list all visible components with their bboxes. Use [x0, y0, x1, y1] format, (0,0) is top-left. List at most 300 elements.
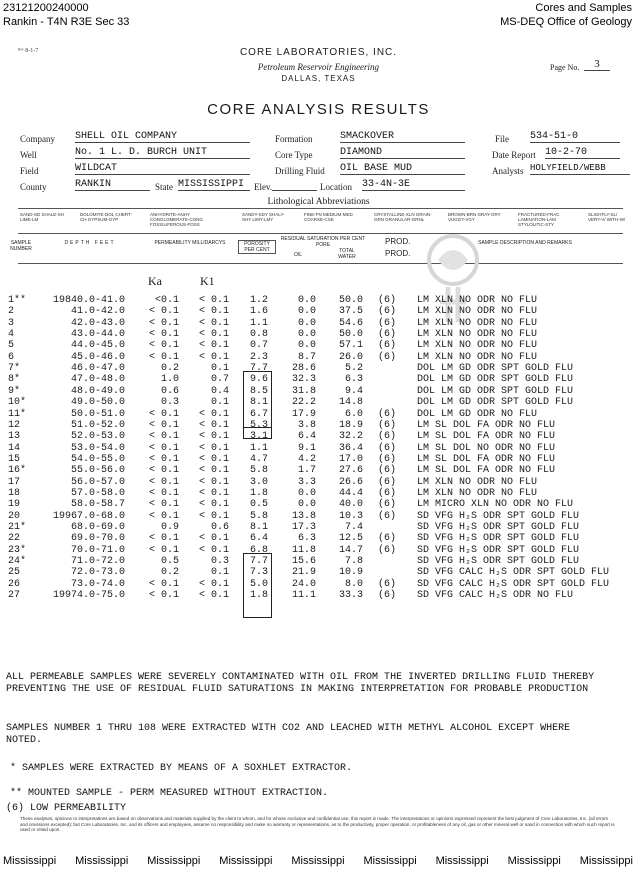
sample-description: LM XLN NO ODR NO FLU [417, 329, 538, 341]
water-saturation: 9.4 [344, 385, 363, 397]
porosity: 7.7 [249, 556, 268, 568]
table-row [0, 545, 637, 556]
depth-interval: 56.0-57.0 [70, 476, 125, 488]
footnote-code: (6) [378, 419, 397, 431]
drilling-fluid-value: OIL BASE MUD [340, 163, 465, 175]
analysts-label: Analysts [492, 166, 524, 176]
permeability-ka: < 0.1 [148, 590, 179, 602]
oil-saturation: 17.3 [291, 522, 316, 533]
permeability-ka: < 0.1 [148, 487, 179, 499]
permeability-ka: 0.2 [160, 363, 179, 375]
depth-interval: 69.0-70.0 [70, 533, 125, 545]
sample-number: 13 [8, 431, 21, 443]
porosity: 5.0 [249, 578, 268, 590]
sample-number: 25 [8, 567, 21, 579]
oil-saturation: 11.1 [291, 590, 316, 602]
county-label: County [20, 182, 47, 192]
col-prod-2: PROD. [385, 249, 411, 258]
permeability-k1: < 0.1 [198, 590, 229, 602]
field-label: Field [20, 166, 39, 176]
footnote-code: (6) [378, 306, 397, 318]
well-location: Rankin - T4N R3E Sec 33 [3, 16, 130, 28]
sample-description: DOL LM GD ODR NO FLU [417, 408, 538, 420]
note-soxhlet: * SAMPLES WERE EXTRACTED BY MEANS OF A SOXHLET EXTRACTOR. [10, 763, 353, 774]
permeability-ka: < 0.1 [148, 533, 179, 545]
permeability-ka: 0.9 [160, 522, 179, 533]
footnote-code: (6) [378, 295, 397, 306]
table-row [0, 420, 637, 431]
porosity: 3.1 [249, 431, 268, 443]
sample-description: LM XLN NO ODR NO FLU [417, 306, 538, 318]
oil-saturation: 8.7 [297, 351, 316, 363]
permeability-k1: < 0.1 [198, 499, 229, 511]
permeability-ka: 1.0 [160, 374, 179, 386]
permeability-ka: < 0.1 [148, 351, 179, 363]
permeability-k1: < 0.1 [198, 453, 229, 465]
porosity: 1.8 [249, 590, 268, 602]
water-saturation: 26.0 [338, 351, 363, 363]
oil-saturation: 9.1 [297, 442, 316, 454]
abbreviation-item: CRYSTALLINE-XLN GRAIN-GRN GRANULAR-GRNL [374, 212, 432, 222]
elev-label: Elev. [254, 182, 273, 192]
depth-interval: 42.0-43.0 [70, 317, 125, 329]
permeability-k1: < 0.1 [198, 419, 229, 431]
oil-saturation: 31.8 [291, 385, 316, 397]
sample-description: DOL LM GD ODR SPT GOLD FLU [417, 374, 574, 386]
col-description: SAMPLE DESCRIPTION AND REMARKS [478, 240, 572, 246]
sample-description: SD VFG H₂S ODR SPT GOLD FLU [417, 556, 580, 568]
porosity: 2.3 [249, 351, 268, 363]
date-label: Date Report [492, 150, 536, 160]
sample-description: SD VFG H₂S ODR SPT GOLD FLU [417, 522, 580, 533]
permeability-k1: < 0.1 [198, 487, 229, 499]
permeability-ka: < 0.1 [148, 431, 179, 443]
analysts-value: HOLYFIELD/WEBB [530, 163, 630, 175]
table-row [0, 477, 637, 488]
permeability-k1: < 0.1 [198, 340, 229, 352]
sample-number: 10* [8, 397, 27, 409]
sample-number: 20 [8, 510, 21, 522]
sample-number: 26 [8, 578, 21, 590]
sample-description: LM SL DOL NO ODR NO FLU [417, 442, 556, 454]
oil-saturation: 22.2 [291, 397, 316, 409]
permeability-k1: < 0.1 [198, 329, 229, 341]
footnote-code: (6) [378, 453, 397, 465]
header-rule [18, 263, 623, 264]
water-saturation: 36.4 [338, 442, 363, 454]
sample-description: LM XLN NO ODR NO FLU [417, 295, 538, 306]
table-row [0, 522, 637, 533]
sample-description: LM SL DOL FA ODR NO FLU [417, 465, 556, 477]
table-row [0, 465, 637, 476]
abbreviation-item: FINE-FN MEDIUM-MED COARSE-CSE [304, 212, 353, 222]
doc-type: Cores and Samples [535, 2, 632, 14]
depth-interval: 68.0-69.0 [70, 522, 125, 533]
oil-saturation: 1.7 [297, 465, 316, 477]
sample-description: LM MICRO XLN NO ODR NO FLU [417, 499, 574, 511]
oil-saturation: 11.8 [291, 544, 316, 556]
well-label: Well [20, 150, 37, 160]
location-label: Location [320, 182, 352, 192]
file-label: File [495, 134, 510, 144]
footnote-code: (6) [378, 476, 397, 488]
water-saturation: 10.3 [338, 510, 363, 522]
table-row [0, 567, 637, 578]
oil-saturation: 13.8 [291, 510, 316, 522]
col-depth: DEPTH FEET [64, 240, 116, 246]
table-row [0, 409, 637, 420]
sample-description: LM XLN NO ODR NO FLU [417, 317, 538, 329]
abbreviation-item: DOLOMITE-DOL CHERT-CH GYPSUM-GYP [80, 212, 133, 222]
abbreviations-rule-bottom [18, 233, 623, 234]
depth-interval: 19967.0-68.0 [52, 510, 125, 522]
sample-number: 27 [8, 590, 21, 602]
sample-number: 4 [8, 329, 15, 341]
permeability-ka: < 0.1 [148, 499, 179, 511]
water-saturation: 50.0 [338, 329, 363, 341]
sample-number: 15 [8, 453, 21, 465]
footnote-code: (6) [378, 317, 397, 329]
water-saturation: 54.6 [338, 317, 363, 329]
depth-interval: 50.0-51.0 [70, 408, 125, 420]
permeability-k1: < 0.1 [198, 306, 229, 318]
porosity-highlight-box [243, 553, 272, 618]
water-saturation: 50.0 [338, 295, 363, 306]
porosity: 6.8 [249, 544, 268, 556]
location-value: 33-4N-3E [362, 179, 465, 191]
sample-description: SD VFG CALC H₂S ODR SPT GOLD FLU [417, 567, 610, 579]
depth-interval: 70.0-71.0 [70, 544, 125, 556]
sample-number: 8* [8, 374, 21, 386]
k1-label: K1 [200, 274, 215, 288]
depth-interval: 57.0-58.0 [70, 487, 125, 499]
permeability-ka: 0.2 [160, 567, 179, 579]
permeability-k1: < 0.1 [198, 295, 229, 306]
permeability-k1: 0.6 [210, 522, 229, 533]
permeability-k1: < 0.1 [198, 431, 229, 443]
col-oil: OIL [293, 252, 303, 258]
permeability-ka: < 0.1 [148, 408, 179, 420]
note-low-permeability: (6) LOW PERMEABILITY [6, 803, 127, 814]
footer-state: Mississippi [3, 855, 57, 867]
col-porosity: POROSITY PER CENT [238, 240, 276, 254]
porosity: 0.8 [249, 329, 268, 341]
depth-interval: 73.0-74.0 [70, 578, 125, 590]
porosity: 1.1 [249, 442, 268, 454]
water-saturation: 7.8 [344, 556, 363, 568]
footer-state: Mississippi [219, 855, 273, 867]
porosity: 0.7 [249, 340, 268, 352]
note-mounted: ** MOUNTED SAMPLE - PERM MEASURED WITHOUT EXTRACTION. [10, 788, 329, 799]
oil-saturation: 0.0 [297, 329, 316, 341]
permeability-k1: < 0.1 [198, 442, 229, 454]
col-residual-saturation: RESIDUAL SATURATION PER CENT PORE [280, 236, 366, 248]
footnote-code: (6) [378, 351, 397, 363]
page-label: Page No. [550, 63, 580, 72]
oil-saturation: 4.2 [297, 453, 316, 465]
oil-saturation: 0.0 [297, 487, 316, 499]
permeability-k1: < 0.1 [198, 465, 229, 477]
sample-number: 6 [8, 351, 15, 363]
state-value: MISSISSIPPI [178, 179, 250, 191]
footnote-code: (6) [378, 590, 397, 602]
oil-saturation: 0.0 [297, 306, 316, 318]
well-value: No. 1 L. D. BURCH UNIT [75, 147, 250, 159]
permeability-k1: < 0.1 [198, 476, 229, 488]
depth-interval: 72.0-73.0 [70, 567, 125, 579]
permeability-k1: 0.1 [210, 567, 229, 579]
permeability-ka: < 0.1 [148, 453, 179, 465]
oil-saturation: 17.9 [291, 408, 316, 420]
sample-description: LM XLN NO ODR NO FLU [417, 351, 538, 363]
permeability-k1: < 0.1 [198, 544, 229, 556]
permeability-ka: < 0.1 [148, 578, 179, 590]
porosity: 8.1 [249, 397, 268, 409]
porosity: 7.7 [249, 363, 268, 375]
table-row [0, 363, 637, 374]
permeability-k1: 0.4 [210, 385, 229, 397]
ka-label: Ka [148, 274, 162, 288]
footer-state: Mississippi [75, 855, 129, 867]
permeability-ka: < 0.1 [148, 340, 179, 352]
table-row [0, 579, 637, 590]
abbreviation-item: SLIGHTLY-SL/ VERY-V/ WITH-W/ [588, 212, 626, 222]
footnote-code: (6) [378, 329, 397, 341]
abbreviations-rule-top [18, 208, 623, 209]
water-saturation: 17.0 [338, 453, 363, 465]
footnote-code: (6) [378, 533, 397, 545]
porosity-highlight-box [243, 371, 272, 428]
table-row [0, 454, 637, 465]
depth-interval: 53.0-54.0 [70, 442, 125, 454]
porosity: 5.8 [249, 510, 268, 522]
footer-state: Mississippi [435, 855, 489, 867]
sample-number: 2 [8, 306, 15, 318]
abbreviation-item: BROWN-BRN GRAY-GRY VUGGY-VGY [448, 212, 501, 222]
county-value: RANKIN [75, 179, 150, 191]
water-saturation: 18.9 [338, 419, 363, 431]
depth-interval: 49.0-50.0 [70, 397, 125, 409]
depth-interval: 55.0-56.0 [70, 465, 125, 477]
porosity: 7.3 [249, 567, 268, 579]
permeability-ka: <0.1 [154, 295, 179, 306]
sample-number: 22 [8, 533, 21, 545]
depth-interval: 58.0-58.7 [70, 499, 125, 511]
table-row [0, 556, 637, 567]
footer-state: Mississippi [363, 855, 417, 867]
sample-number: 11* [8, 408, 27, 420]
abbreviation-item: ANHYDRITE-ANHY CONGLOMERATE-CONG FOSSILIFEROUS-FOSS [150, 212, 203, 227]
table-row [0, 340, 637, 351]
permeability-k1: 0.1 [210, 397, 229, 409]
oil-saturation: 28.6 [291, 363, 316, 375]
permeability-ka: < 0.1 [148, 419, 179, 431]
footer-state: Mississippi [507, 855, 561, 867]
porosity: 8.5 [249, 385, 268, 397]
footnote-code: (6) [378, 465, 397, 477]
table-row [0, 397, 637, 408]
table-row [0, 352, 637, 363]
water-saturation: 33.3 [338, 590, 363, 602]
sample-number: 21* [8, 522, 27, 533]
permeability-k1: < 0.1 [198, 408, 229, 420]
depth-interval: 45.0-46.0 [70, 351, 125, 363]
permeability-k1: 0.3 [210, 556, 229, 568]
porosity: 5.3 [249, 419, 268, 431]
oil-saturation: 0.0 [297, 295, 316, 306]
date-value: 10-2-70 [545, 147, 620, 159]
porosity: 6.7 [249, 408, 268, 420]
water-saturation: 27.6 [338, 465, 363, 477]
water-saturation: 14.7 [338, 544, 363, 556]
sample-number: 9* [8, 385, 21, 397]
sample-description: LM XLN NO ODR NO FLU [417, 487, 538, 499]
oil-saturation: 24.0 [291, 578, 316, 590]
lab-name: CORE LABORATORIES, INC. [239, 47, 398, 58]
water-saturation: 5.2 [344, 363, 363, 375]
oil-saturation: 6.3 [297, 533, 316, 545]
formation-value: SMACKOVER [340, 131, 465, 143]
sample-number: 18 [8, 487, 21, 499]
col-sample-number: SAMPLE NUMBER [10, 240, 32, 252]
abbreviation-item: FRACTURED-FRAC LAMINATION-LAM STYLOLITIC-STY [518, 212, 560, 227]
depth-interval: 44.0-45.0 [70, 340, 125, 352]
footer-state: Mississippi [147, 855, 201, 867]
oil-saturation: 3.3 [297, 476, 316, 488]
porosity: 8.1 [249, 522, 268, 533]
abbreviation-item: SAND-SD SHALE-SH LIME-LM [20, 212, 65, 222]
abbreviation-item: SANDY-SDY SHALY-SHY LIMY-LMY [242, 212, 285, 222]
porosity: 9.6 [249, 374, 268, 386]
table-row [0, 329, 637, 340]
table-row [0, 306, 637, 317]
porosity: 0.5 [249, 499, 268, 511]
oil-saturation: 15.6 [291, 556, 316, 568]
permeability-ka: < 0.1 [148, 329, 179, 341]
sample-description: LM XLN NO ODR NO FLU [417, 340, 538, 352]
water-saturation: 10.9 [338, 567, 363, 579]
porosity: 1.6 [249, 306, 268, 318]
water-saturation: 40.0 [338, 499, 363, 511]
water-saturation: 57.1 [338, 340, 363, 352]
depth-interval: 71.0-72.0 [70, 556, 125, 568]
porosity: 1.8 [249, 487, 268, 499]
state-label: State [155, 182, 173, 192]
table-row [0, 374, 637, 385]
porosity: 5.8 [249, 465, 268, 477]
water-saturation: 6.0 [344, 408, 363, 420]
depth-interval: 46.0-47.0 [70, 363, 125, 375]
table-row [0, 295, 637, 306]
lab-tagline: Petroleum Reservoir Engineering [257, 62, 380, 72]
depth-interval: 47.0-48.0 [70, 374, 125, 386]
table-row [0, 511, 637, 522]
page-number: 3 [584, 58, 610, 71]
company-value: SHELL OIL COMPANY [75, 131, 250, 143]
permeability-ka: < 0.1 [148, 510, 179, 522]
porosity: 4.7 [249, 453, 268, 465]
depth-interval: 43.0-44.0 [70, 329, 125, 341]
oil-saturation: 6.4 [297, 431, 316, 443]
sample-number: 16* [8, 465, 27, 477]
disclaimer: These analyses, opinions or interpretations are based on observations and materials supplied by the client to whom, and for whose exclusive and confidential use, this report is made. The interpretations or opinions expressed represent the best judgment of Core Laboratories, Inc. (all errors and omissions excepted); but Core Laboratories, Inc. and its officers and employees, assume no responsibility and make no warranty or representations, as to the productivity, proper operation, or profitableness of any oil, gas or other mineral well or sand in connection with which such report is used or relied upon. [20, 816, 615, 833]
water-saturation: 26.6 [338, 476, 363, 488]
permeability-ka: < 0.1 [148, 476, 179, 488]
col-permeability: PERMEABILITY MILLIDARCYS [154, 240, 226, 246]
oil-saturation: 0.0 [297, 317, 316, 329]
sample-description: LM SL DOL FA ODR NO FLU [417, 419, 556, 431]
oil-saturation: 0.0 [297, 499, 316, 511]
file-value: 534-51-0 [530, 131, 620, 143]
formation-label: Formation [275, 134, 313, 144]
sample-description: LM XLN NO ODR NO FLU [417, 476, 538, 488]
depth-interval: 48.0-49.0 [70, 385, 125, 397]
sample-number: 14 [8, 442, 21, 454]
water-saturation: 12.5 [338, 533, 363, 545]
table-row [0, 431, 637, 442]
footnote-code: (6) [378, 487, 397, 499]
sample-description: SD VFG CALC H₂S ODR SPT GOLD FLU [417, 578, 610, 590]
depth-interval: 52.0-53.0 [70, 431, 125, 443]
sample-number: 5 [8, 340, 15, 352]
agency: MS-DEQ Office of Geology [500, 16, 632, 28]
note-extraction: SAMPLES NUMBER 1 THRU 108 WERE EXTRACTED WITH CO2 AND LEACHED WITH METHYL ALCOHOL EXCEPT WHERE NOTED. [6, 723, 571, 746]
core-type-value: DIAMOND [340, 147, 465, 159]
sample-number: 12 [8, 419, 21, 431]
footnote-code: (6) [378, 340, 397, 352]
permeability-ka: 0.3 [160, 397, 179, 409]
footnote-code: (6) [378, 578, 397, 590]
field-value: WILDCAT [75, 163, 250, 175]
footnote-code: (6) [378, 442, 397, 454]
sample-description: SD VFG H₂S ODR SPT GOLD FLU [417, 510, 580, 522]
oil-saturation: 21.9 [291, 567, 316, 579]
table-row [0, 386, 637, 397]
sample-number: 19 [8, 499, 21, 511]
col-total-water: TOTAL WATER [338, 248, 356, 260]
water-saturation: 44.4 [338, 487, 363, 499]
company-label: Company [20, 134, 55, 144]
permeability-ka: < 0.1 [148, 306, 179, 318]
depth-interval: 19974.0-75.0 [52, 590, 125, 602]
sample-description: SD VFG CALC H₂S ODR NO FLU [417, 590, 574, 602]
table-row [0, 488, 637, 499]
col-prod-1: PROD. [385, 237, 411, 246]
footer-state: Mississippi [291, 855, 345, 867]
footnote-code: (6) [378, 408, 397, 420]
sample-number: 3 [8, 317, 15, 329]
depth-interval: 19840.0-41.0 [52, 295, 125, 306]
permeability-k1: < 0.1 [198, 510, 229, 522]
table-row [0, 318, 637, 329]
footnote-code: (6) [378, 431, 397, 443]
sample-description: SD VFG H₂S ODR SPT GOLD FLU [417, 533, 580, 545]
porosity-highlight-box [243, 427, 272, 439]
sample-number: 1** [8, 295, 27, 306]
sample-description: LM SL DOL FA ODR NO FLU [417, 453, 556, 465]
permeability-ka: < 0.1 [148, 465, 179, 477]
sample-number: 23* [8, 544, 27, 556]
sample-description: DOL LM GD ODR SPT GOLD FLU [417, 397, 574, 409]
form-code: ᴿᵉᵛ 8-1-7 [18, 48, 39, 54]
water-saturation: 8.0 [344, 578, 363, 590]
footer-state-band [3, 855, 633, 867]
permeability-k1: 0.7 [210, 374, 229, 386]
table-row [0, 443, 637, 454]
note-contamination: ALL PERMEABLE SAMPLES WERE SEVERELY CONTAMINATED WITH OIL FROM THE INVERTED DRILLING FLUID THEREBY PREVENTING THE USE OF RESIDUAL FLUID SATURATIONS IN MAKING INTERPRETATION FOR PROBABLE PRODUCTION [6, 672, 595, 695]
porosity: 1.2 [249, 295, 268, 306]
core-type-label: Core Type [275, 150, 313, 160]
